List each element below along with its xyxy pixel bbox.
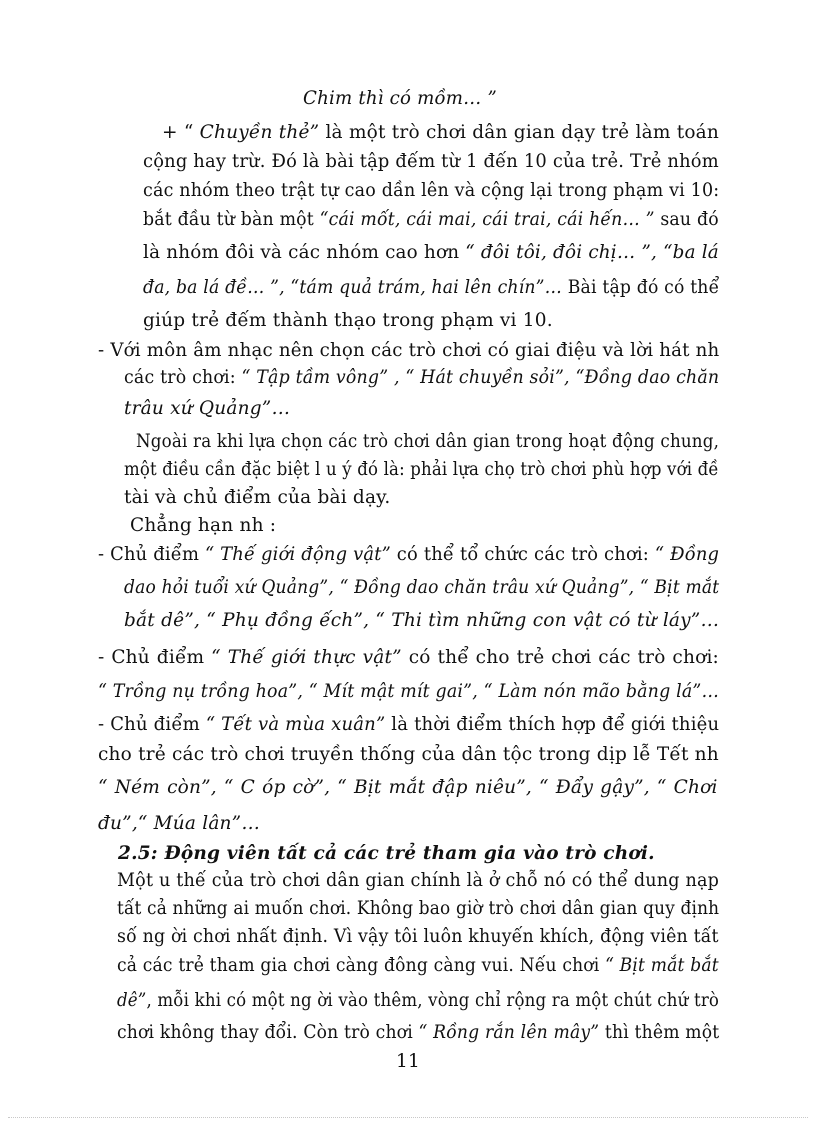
text-segment: một điều cần đặc biệt l u ý đó là: phải lựa chọ trò chơi phù hợp với đề	[124, 459, 719, 480]
text-segment: tất cả những ai muốn chơi. Không bao giờ trò chơi dân gian quy định	[117, 898, 720, 919]
text-segment: + “	[162, 122, 200, 143]
text-line	[124, 366, 719, 390]
text-segment: các nhóm theo trật tự cao dần lên và cộng lại trong phạm vi 10:	[143, 180, 720, 201]
text-segment: cho trẻ các trò chơi truyền thống của dân tộc trong dịp lễ Tết nh	[98, 744, 719, 765]
text-line	[117, 1021, 719, 1045]
text-segment: “ Rồng rắn lên mây”	[418, 1022, 600, 1043]
text-line	[143, 208, 719, 232]
text-line	[98, 743, 719, 767]
text-segment: tài và chủ điểm của bài dạy.	[124, 487, 391, 508]
text-segment: có thể cho trẻ chơi các trò chơi:	[401, 647, 719, 668]
text-segment: Chẳng hạn nh :	[130, 515, 277, 536]
text-segment: , mỗi khi có một ng ời vào thêm, vòng chỉ rộng ra một chút chứ trò	[146, 990, 720, 1011]
text-segment: - Chủ điểm	[98, 647, 212, 668]
text-line	[124, 486, 390, 510]
text-segment: bắt đầu từ bàn một	[143, 209, 320, 230]
text-segment: là nhóm đôi và các nhóm cao hơn	[143, 242, 466, 263]
text-segment: “ Thế giới thực vật”	[211, 647, 402, 668]
text-line	[136, 430, 719, 454]
text-segment: cộng hay trừ. Đó là bài tập đếm từ 1 đến 10 của trẻ. Trẻ nhóm	[143, 151, 719, 172]
page-number: 11	[396, 1051, 420, 1072]
text-line	[117, 989, 719, 1013]
text-segment: “cái mốt, cái mai, cái trai, cái hến… ”	[319, 209, 655, 230]
text-segment: có thể tổ chức các trò chơi:	[390, 544, 655, 565]
text-segment: “ Thế giới động vật”	[204, 544, 391, 565]
text-segment: Bài tập đó có thể	[562, 277, 720, 298]
text-line	[143, 150, 719, 174]
text-segment: các trò chơi:	[124, 367, 242, 388]
text-segment: trâu xứ Quảng”…	[124, 398, 291, 419]
page-bottom-border	[8, 1117, 808, 1118]
text-segment: “ Ném còn”, “ C óp cờ”, “ Bịt mắt đập niêu”, “ Đẩy gậy”, “ Chơi	[98, 777, 718, 798]
text-segment: đu”,“ Múa lân”…	[98, 813, 261, 834]
text-segment: đa, ba lá đề… ”, “tám quả trám, hai lên chín”…	[143, 277, 563, 298]
text-line	[124, 458, 719, 482]
text-line	[143, 241, 719, 265]
text-line	[162, 121, 719, 145]
text-line	[117, 954, 719, 978]
text-line	[98, 713, 719, 737]
text-line	[130, 514, 276, 538]
text-line	[98, 776, 718, 800]
text-segment: chơi không thay đổi. Còn trò chơi	[117, 1022, 419, 1043]
text-segment: 2.5: Động viên tất cả các trẻ tham gia vào trò chơi.	[118, 843, 655, 864]
text-line	[0, 87, 800, 111]
text-segment: “ Đồng	[654, 544, 720, 565]
text-segment: số ng ời chơi nhất định. Vì vậy tôi luôn khuyến khích, động viên tất	[117, 926, 719, 947]
text-segment: “ Bịt mắt bắt	[605, 955, 719, 976]
text-line	[118, 842, 655, 866]
text-line	[98, 543, 719, 567]
text-segment: “ đôi tôi, đôi chị… ”, “ba lá	[465, 242, 719, 263]
text-line	[98, 680, 719, 704]
text-segment: giúp trẻ đếm thành thạo trong phạm vi 10.	[143, 310, 553, 331]
text-segment: bắt dê”, “ Phụ đồng ếch”, “ Thi tìm những con vật có từ láy”…	[124, 610, 720, 631]
text-segment: dao hỏi tuổi xứ Quảng”, “ Đồng dao chăn trâu xứ Quảng”, “ Bịt mắt	[124, 577, 720, 598]
text-segment: “ Tập tầm vông” , “ Hát chuyền sỏi”, “Đồng dao chăn	[241, 367, 720, 388]
text-line	[124, 397, 290, 421]
text-segment: “ Tết và mùa xuân”	[205, 714, 386, 735]
text-line	[117, 869, 719, 893]
text-line	[98, 812, 260, 836]
text-segment: Một u thế của trò chơi dân gian chính là ở chỗ nó có thể dung nạp	[117, 870, 720, 891]
text-segment: Ngoài ra khi lựa chọn các trò chơi dân gian trong hoạt động chung,	[136, 431, 720, 452]
text-segment: - Chủ điểm	[98, 714, 206, 735]
text-segment: là thời điểm thích hợp để giới thiệu	[385, 714, 720, 735]
text-segment: “ Trồng nụ trồng hoa”, “ Mít mật mít gai”, “ Làm nón mão bằng lá”…	[98, 681, 720, 702]
text-segment: - Với môn âm nhạc nên chọn các trò chơi có giai điệu và lời hát nh	[98, 340, 720, 361]
text-line	[124, 609, 719, 633]
text-line	[143, 179, 719, 203]
text-segment: dê”	[117, 990, 147, 1011]
text-line	[143, 276, 719, 300]
text-segment: - Chủ điểm	[98, 544, 205, 565]
text-segment: thì thêm một	[599, 1022, 720, 1043]
text-line	[124, 576, 719, 600]
text-line	[98, 339, 719, 363]
text-line	[117, 925, 719, 949]
text-segment: là một trò chơi dân gian dạy trẻ làm toán	[319, 122, 720, 143]
text-segment: cả các trẻ tham gia chơi càng đông càng vui. Nếu chơi	[117, 955, 606, 976]
text-line	[117, 897, 719, 921]
text-line	[98, 646, 719, 670]
text-segment: Chuyền thẻ”	[199, 122, 320, 143]
text-segment: Chim thì có mồm… ”	[303, 88, 497, 109]
text-segment: sau đó	[654, 209, 719, 230]
text-line	[143, 309, 553, 333]
